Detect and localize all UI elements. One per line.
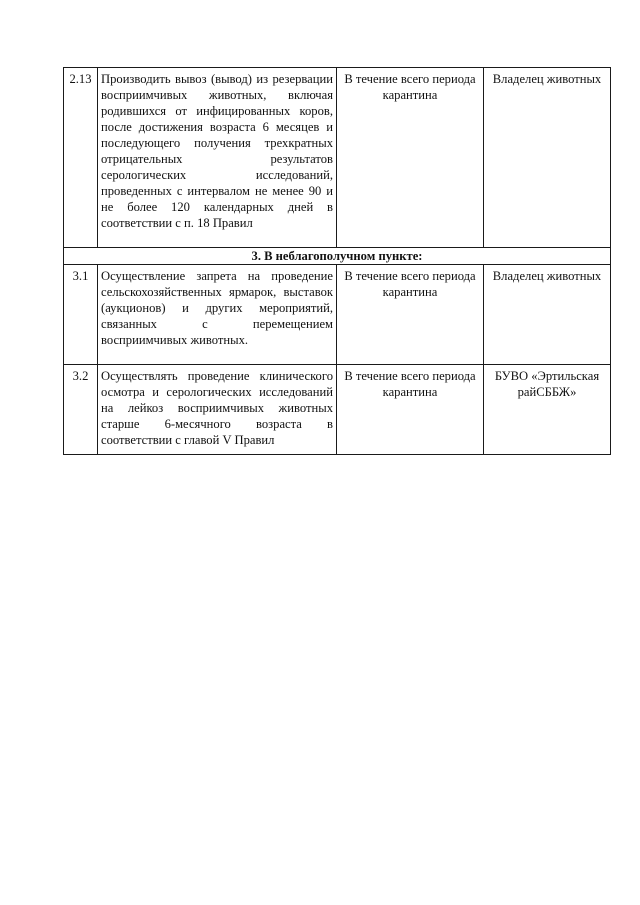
measures-table	[63, 67, 611, 455]
measure-description: Осуществление запрета на проведение сельскохозяйственных ярмарок, выставок (аукционов) и других мероприятий, связанных с перемещением восприимчивых животных.	[98, 265, 337, 365]
measure-term: В течение всего периода карантина	[337, 68, 484, 248]
table-row	[64, 265, 611, 365]
row-number: 3.1	[64, 265, 98, 365]
section-title: 3. В неблагополучном пункте:	[64, 248, 611, 265]
section-header-row	[64, 248, 611, 265]
row-number: 3.2	[64, 365, 98, 455]
measure-term: В течение всего периода карантина	[337, 365, 484, 455]
measure-responsible: Владелец животных	[484, 68, 611, 248]
measure-responsible: Владелец животных	[484, 265, 611, 365]
row-number: 2.13	[64, 68, 98, 248]
measure-description: Производить вывоз (вывод) из резервации восприимчивых животных, включая родившихся от инфицированных коров, после достижения возраста 6 месяцев и последующего получения трехкратных отрицательных результатов серологических исследований, проведенных с интервалом не менее 90 и не более 120 календарных дней в соответствии с п. 18 Правил	[98, 68, 337, 248]
table-row	[64, 365, 611, 455]
table-row	[64, 68, 611, 248]
measure-responsible: БУВО «Эртильская райСББЖ»	[484, 365, 611, 455]
measure-term: В течение всего периода карантина	[337, 265, 484, 365]
measure-description: Осуществлять проведение клинического осмотра и серологических исследований на лейкоз восприимчивых животных старше 6-месячного возраста в соответствии с главой V Правил	[98, 365, 337, 455]
